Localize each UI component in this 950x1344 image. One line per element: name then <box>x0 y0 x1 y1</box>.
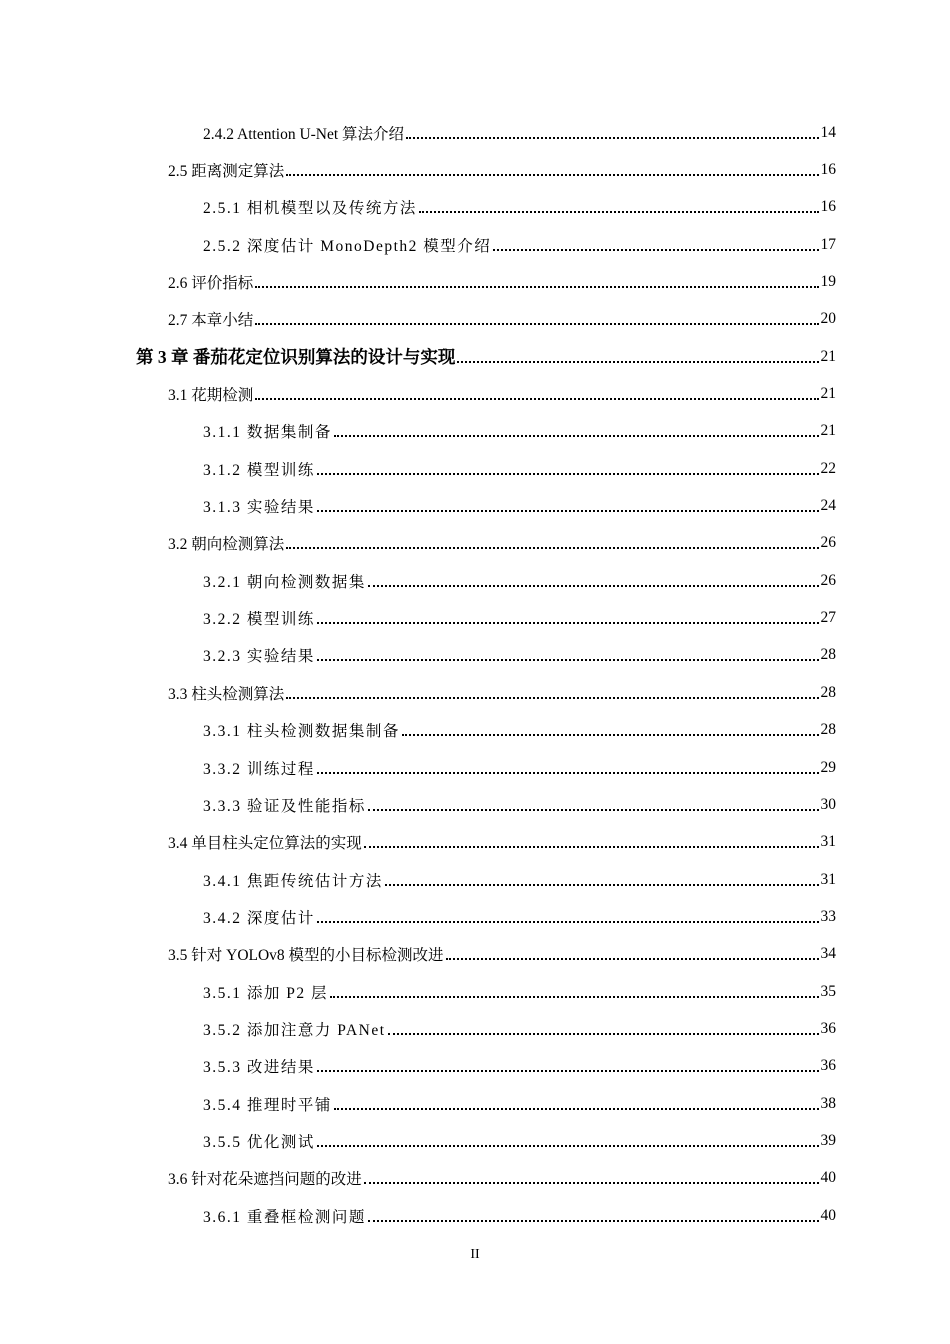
toc-dot-leader <box>330 995 819 998</box>
toc-entry[interactable] <box>0 450 950 487</box>
toc-dot-leader <box>317 472 819 475</box>
toc-entry-title: 3.4.1 焦距传统估计方法 <box>203 872 383 890</box>
toc-entry-title: 3.6.1 重叠框检测问题 <box>203 1208 366 1226</box>
toc-dot-leader <box>286 173 818 176</box>
toc-entry-page: 40 <box>820 1169 836 1187</box>
toc-dot-leader <box>368 1219 819 1222</box>
toc-dot-leader <box>334 1107 819 1110</box>
toc-entry-page: 22 <box>820 459 836 477</box>
toc-entry[interactable] <box>0 1197 950 1234</box>
toc-entry[interactable] <box>0 487 950 524</box>
toc-dot-leader <box>317 771 819 774</box>
toc-dot-leader <box>255 322 818 325</box>
toc-dot-leader <box>368 584 819 587</box>
toc-entry-page: 31 <box>820 870 836 888</box>
toc-entry-page: 39 <box>820 1131 836 1149</box>
toc-entry[interactable] <box>0 898 950 935</box>
toc-dot-leader <box>402 733 819 736</box>
toc-entry[interactable] <box>0 637 950 674</box>
toc-entry-page: 26 <box>820 534 836 552</box>
toc-entry[interactable] <box>0 525 950 562</box>
toc-entry[interactable] <box>0 1122 950 1159</box>
toc-entry-title: 3.1.3 实验结果 <box>203 499 315 517</box>
toc-entry[interactable] <box>0 189 950 226</box>
toc-entry[interactable] <box>0 1010 950 1047</box>
toc-dot-leader <box>317 1144 819 1147</box>
toc-dot-leader <box>317 920 819 923</box>
toc-entry-page: 33 <box>820 907 836 925</box>
toc-dot-leader <box>317 1069 819 1072</box>
toc-dot-leader <box>493 248 818 251</box>
toc-entry-title: 3.5.2 添加注意力 PANet <box>203 1021 386 1039</box>
toc-entry[interactable] <box>0 301 950 338</box>
toc-entry-title: 3.2 朝向检测算法 <box>168 536 285 554</box>
toc-dot-leader <box>419 210 819 213</box>
toc-entry-page: 21 <box>820 347 836 365</box>
toc-chapter-entry[interactable] <box>0 338 950 375</box>
toc-entry[interactable] <box>0 375 950 412</box>
toc-entry-title: 2.7 本章小结 <box>168 312 254 330</box>
toc-entry-page: 21 <box>820 422 836 440</box>
toc-entry-page: 28 <box>820 683 836 701</box>
toc-entry-title: 3.5.4 推理时平铺 <box>203 1096 332 1114</box>
toc-entry-page: 36 <box>820 1057 836 1075</box>
toc-dot-leader <box>286 546 818 549</box>
toc-entry[interactable] <box>0 749 950 786</box>
toc-entry-page: 28 <box>820 646 836 664</box>
toc-entry-title: 3.4.2 深度估计 <box>203 909 315 927</box>
toc-entry[interactable] <box>0 1160 950 1197</box>
toc-dot-leader <box>385 883 819 886</box>
toc-entry[interactable] <box>0 1048 950 1085</box>
toc-entry-page: 35 <box>820 982 836 1000</box>
toc-entry-page: 34 <box>820 945 836 963</box>
toc-entry-page: 14 <box>820 123 836 141</box>
toc-entry-title: 3.4 单目柱头定位算法的实现 <box>168 835 362 853</box>
toc-entry[interactable] <box>0 263 950 300</box>
toc-entry-title: 2.4.2 Attention U-Net 算法介绍 <box>203 125 405 143</box>
toc-entry-page: 38 <box>820 1094 836 1112</box>
toc-entry-page: 26 <box>820 571 836 589</box>
toc-entry[interactable] <box>0 599 950 636</box>
toc-entry[interactable] <box>0 562 950 599</box>
toc-dot-leader <box>457 360 818 363</box>
toc-entry-title: 3.3.2 训练过程 <box>203 760 315 778</box>
toc-dot-leader <box>364 1181 819 1184</box>
toc-entry-title: 2.5 距离测定算法 <box>168 163 285 181</box>
toc-dot-leader <box>317 509 819 512</box>
toc-entry[interactable] <box>0 151 950 188</box>
toc-entry-page: 40 <box>820 1206 836 1224</box>
toc-entry[interactable] <box>0 712 950 749</box>
toc-entry-page: 28 <box>820 721 836 739</box>
toc-entry[interactable] <box>0 936 950 973</box>
toc-entry-page: 24 <box>820 497 836 515</box>
toc-entry-title: 3.5.1 添加 P2 层 <box>203 984 328 1002</box>
toc-entry-page: 31 <box>820 833 836 851</box>
toc-entry[interactable] <box>0 114 950 151</box>
toc-entry-title: 3.6 针对花朵遮挡问题的改进 <box>168 1171 362 1189</box>
toc-entry-page: 21 <box>820 385 836 403</box>
toc-entry-title: 3.5.3 改进结果 <box>203 1059 315 1077</box>
toc-entry[interactable] <box>0 824 950 861</box>
toc-entry-title: 3.5 针对 YOLOv8 模型的小目标检测改进 <box>168 947 444 965</box>
toc-entry-page: 19 <box>820 273 836 291</box>
toc-dot-leader <box>317 658 819 661</box>
toc-entry-page: 30 <box>820 795 836 813</box>
toc-entry-title: 第 3 章 番茄花定位识别算法的设计与实现 <box>136 347 456 368</box>
toc-entry[interactable] <box>0 973 950 1010</box>
toc-entry-title: 3.1.1 数据集制备 <box>203 424 332 442</box>
toc-entry[interactable] <box>0 1085 950 1122</box>
toc-entry[interactable] <box>0 786 950 823</box>
toc-entry-page: 16 <box>820 198 836 216</box>
toc-entry[interactable] <box>0 674 950 711</box>
toc-entry-page: 20 <box>820 310 836 328</box>
toc-entry-title: 3.3.1 柱头检测数据集制备 <box>203 723 400 741</box>
table-of-contents <box>0 114 950 1234</box>
toc-entry-title: 3.3.3 验证及性能指标 <box>203 797 366 815</box>
toc-entry-title: 3.1 花期检测 <box>168 387 254 405</box>
toc-dot-leader <box>334 434 819 437</box>
toc-entry[interactable] <box>0 413 950 450</box>
toc-entry-page: 36 <box>820 1019 836 1037</box>
toc-entry-title: 3.2.2 模型训练 <box>203 611 315 629</box>
toc-entry-page: 17 <box>820 235 836 253</box>
toc-dot-leader <box>446 957 819 960</box>
toc-dot-leader <box>368 808 819 811</box>
toc-entry-page: 27 <box>820 609 836 627</box>
toc-entry[interactable] <box>0 226 950 263</box>
toc-entry-title: 2.5.2 深度估计 MonoDepth2 模型介绍 <box>203 237 492 255</box>
toc-entry-page: 29 <box>820 758 836 776</box>
toc-dot-leader <box>388 1032 819 1035</box>
toc-entry-title: 2.6 评价指标 <box>168 275 254 293</box>
toc-entry-title: 3.3 柱头检测算法 <box>168 685 285 703</box>
toc-dot-leader <box>364 845 819 848</box>
toc-entry-title: 3.2.3 实验结果 <box>203 648 315 666</box>
toc-dot-leader <box>286 696 818 699</box>
toc-dot-leader <box>406 136 818 139</box>
toc-entry[interactable] <box>0 861 950 898</box>
toc-entry-title: 2.5.1 相机模型以及传统方法 <box>203 200 417 218</box>
toc-entry-title: 3.5.5 优化测试 <box>203 1133 315 1151</box>
toc-dot-leader <box>255 397 818 400</box>
toc-dot-leader <box>255 285 818 288</box>
toc-entry-title: 3.1.2 模型训练 <box>203 461 315 479</box>
toc-entry-title: 3.2.1 朝向检测数据集 <box>203 573 366 591</box>
toc-dot-leader <box>317 621 819 624</box>
toc-entry-page: 16 <box>820 161 836 179</box>
page-number: II <box>470 1247 480 1262</box>
